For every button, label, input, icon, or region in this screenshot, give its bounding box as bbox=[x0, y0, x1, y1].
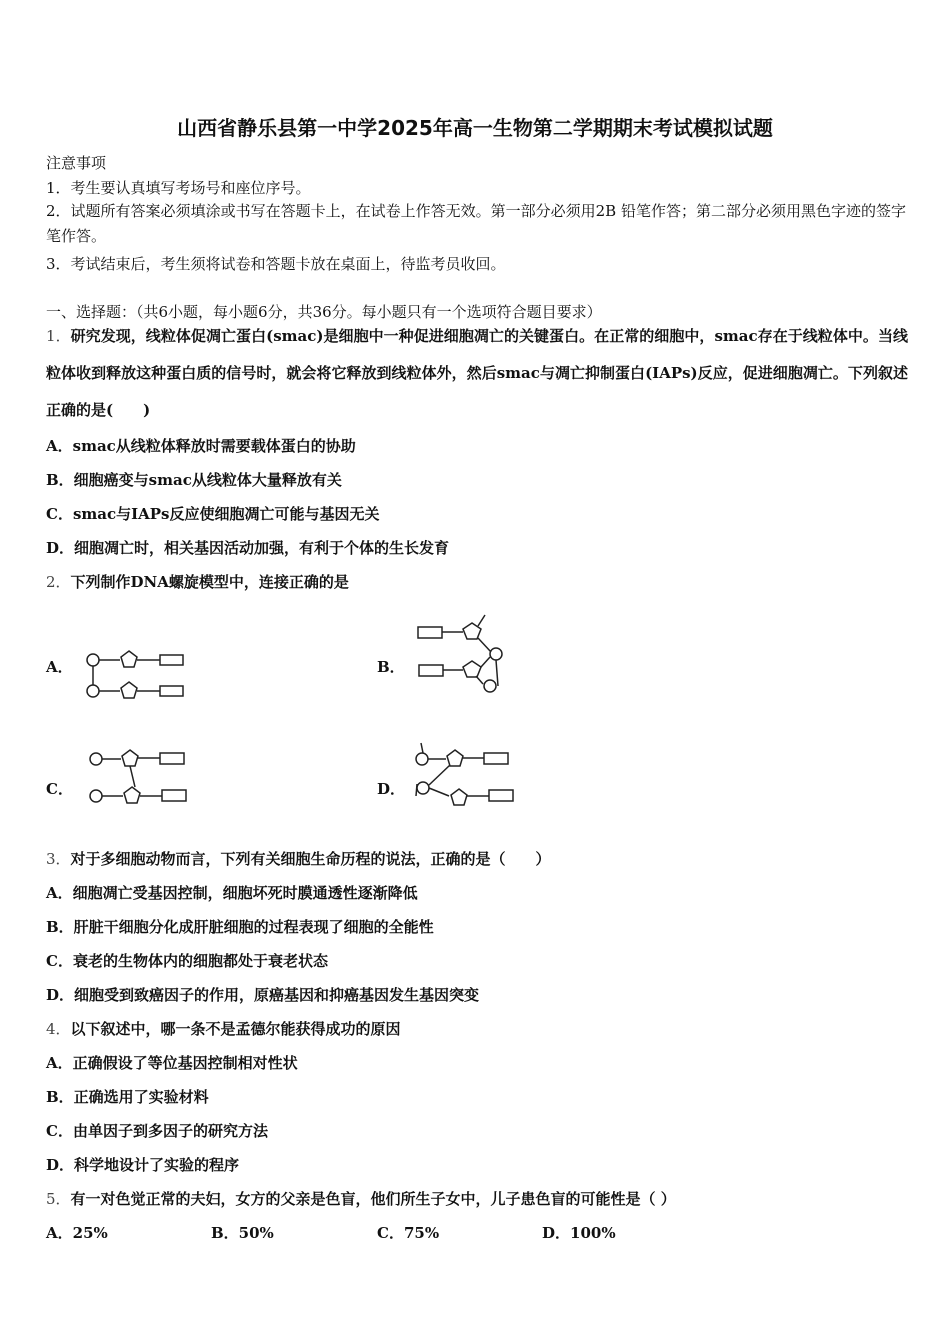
question-5 bbox=[46, 1188, 676, 1209]
question-number: 1． bbox=[46, 327, 71, 345]
question-stem: 对于多细胞动物而言，下列有关细胞生命历程的说法，正确的是（ ） bbox=[70, 850, 551, 868]
question-stem: 研究发现，线粒体促凋亡蛋白(smac)是细胞中一种促进细胞凋亡的关键蛋白。在正常的细胞中，smac存在于线粒体中。当线粒体收到释放这种蛋白质的信号时，就会将它释放到线粒体外，然后smac与凋亡抑制蛋白(IAPs)反应，促进细胞凋亡。下列叙述正确的是( ) bbox=[46, 327, 908, 419]
option-b: B．50% bbox=[211, 1224, 274, 1242]
option-a: A．正确假设了等位基因控制相对性状 bbox=[46, 1054, 298, 1072]
question-4 bbox=[46, 1018, 401, 1039]
figure-option-b-label: B． bbox=[377, 658, 405, 676]
option-d: D．100% bbox=[542, 1224, 616, 1242]
option-d: D．细胞凋亡时，相关基因活动加强，有利于个体的生长发育 bbox=[46, 539, 450, 557]
option-c: C．衰老的生物体内的细胞都处于衰老状态 bbox=[46, 952, 328, 970]
dna-model-c-figure bbox=[85, 745, 190, 810]
option-b: B．正确选用了实验材料 bbox=[46, 1088, 209, 1106]
question-3 bbox=[46, 848, 551, 869]
question-number: 4． bbox=[46, 1020, 71, 1038]
question-stem: 下列制作DNA螺旋模型中，连接正确的是 bbox=[70, 573, 349, 591]
question-stem: 有一对色觉正常的夫妇，女方的父亲是色盲，他们所生子女中，儿子患色盲的可能性是（ ） bbox=[70, 1190, 676, 1208]
option-a: A．smac从线粒体释放时需要载体蛋白的协助 bbox=[46, 437, 356, 455]
option-c: C．由单因子到多因子的研究方法 bbox=[46, 1122, 268, 1140]
question-stem: 以下叙述中，哪一条不是孟德尔能获得成功的原因 bbox=[70, 1020, 401, 1038]
question-number: 5． bbox=[46, 1190, 71, 1208]
figure-option-d-label: D． bbox=[377, 780, 406, 798]
notice-item: 2．试题所有答案必须填涂或书写在答题卡上，在试卷上作答无效。第一部分必须用2B 铅笔作答；第二部分必须用黑色字迹的签字笔作答。 bbox=[46, 202, 906, 245]
notice-item: 3．考试结束后，考生须将试卷和答题卡放在桌面上，待监考员收回。 bbox=[46, 255, 506, 273]
option-a: A．细胞凋亡受基因控制，细胞坏死时膜通透性逐渐降低 bbox=[46, 884, 418, 902]
section-heading: 一、选择题：（共6小题，每小题6分，共36分。每小题只有一个选项符合题目要求） bbox=[46, 303, 602, 321]
figure-option-a-label: A． bbox=[46, 658, 73, 676]
option-a: A．25% bbox=[46, 1224, 108, 1242]
question-number: 3． bbox=[46, 850, 71, 868]
notice-heading: 注意事项 bbox=[46, 154, 107, 172]
notice-item: 1．考生要认真填写考场号和座位序号。 bbox=[46, 179, 311, 197]
option-b: B．肝脏干细胞分化成肝脏细胞的过程表现了细胞的全能性 bbox=[46, 918, 434, 936]
option-b: B．细胞癌变与smac从线粒体大量释放有关 bbox=[46, 471, 342, 489]
question-number: 2． bbox=[46, 573, 71, 591]
dna-model-d-figure bbox=[413, 740, 515, 812]
page-title: 山西省静乐县第一中学2025年高一生物第二学期期末考试模拟试题 bbox=[177, 116, 773, 140]
dna-model-b-figure bbox=[415, 610, 510, 695]
option-c: C．smac与IAPs反应使细胞凋亡可能与基因无关 bbox=[46, 505, 380, 523]
option-d: D．科学地设计了实验的程序 bbox=[46, 1156, 240, 1174]
option-c: C．75% bbox=[377, 1224, 440, 1242]
option-d: D．细胞受到致癌因子的作用，原癌基因和抑癌基因发生基因突变 bbox=[46, 986, 480, 1004]
dna-model-a-figure bbox=[80, 648, 190, 703]
question-1 bbox=[46, 318, 908, 429]
question-2 bbox=[46, 571, 349, 592]
figure-option-c-label: C． bbox=[46, 780, 73, 798]
